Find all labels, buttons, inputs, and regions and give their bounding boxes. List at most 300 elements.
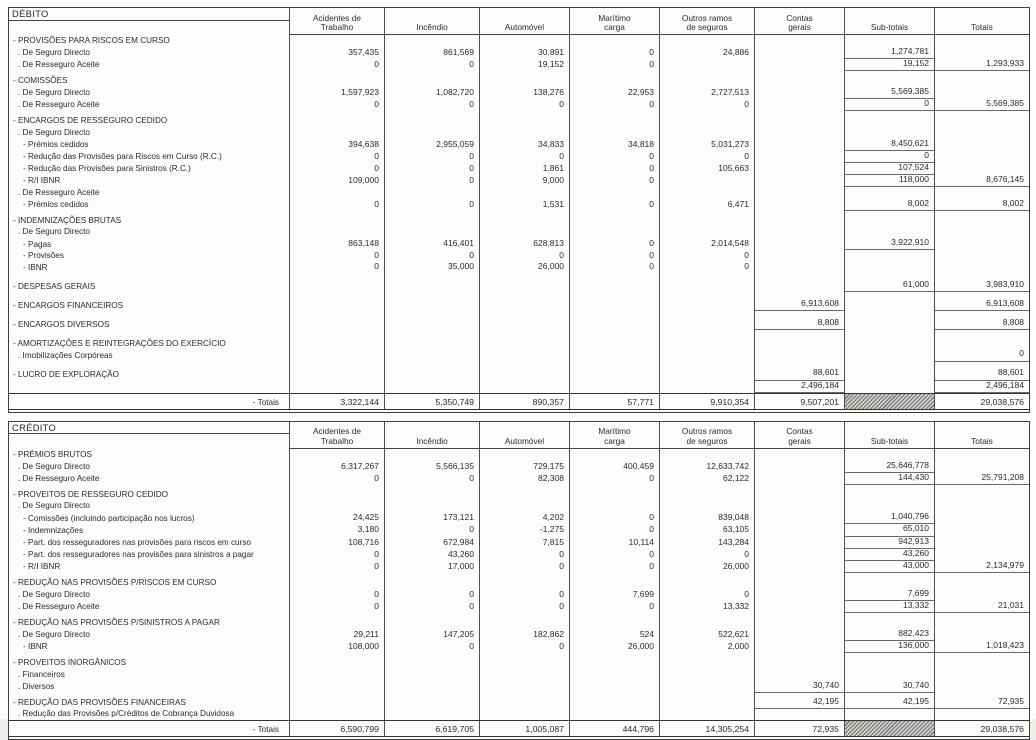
cell-maritimo-carga: 0 bbox=[569, 59, 659, 71]
cell-automovel: 0 bbox=[479, 151, 569, 163]
cell-maritimo-carga bbox=[569, 381, 659, 393]
cell-outros-ramos-de-seguros: 62,122 bbox=[659, 473, 754, 485]
cell-contas-gerais bbox=[754, 47, 844, 59]
cell-maritimo-carga bbox=[569, 71, 659, 87]
cell-sub-totais: 8,450,621 bbox=[844, 139, 934, 151]
cell-incendio: 861,569 bbox=[384, 47, 479, 59]
cell-maritimo-carga: 0 bbox=[569, 512, 659, 524]
cell-incendio bbox=[384, 681, 479, 693]
cell-automovel: 0 bbox=[479, 99, 569, 111]
cell-outros-ramos-de-seguros bbox=[659, 362, 754, 381]
cell-automovel bbox=[479, 127, 569, 139]
cell-sub-totais bbox=[844, 311, 934, 330]
cell-acidentes-de-trabalho: 0 bbox=[289, 250, 384, 262]
cell-sub-totais bbox=[844, 381, 934, 393]
cell-contas-gerais bbox=[754, 349, 844, 361]
cell-maritimo-carga: 0 bbox=[569, 199, 659, 211]
cell-outros-ramos-de-seguros bbox=[659, 709, 754, 721]
cell-sub-totais: 942,913 bbox=[844, 537, 934, 549]
row-label: - REDUÇÃO NAS PROVISÕES P/SINISTROS A PAGAR bbox=[13, 618, 220, 628]
column-header-label bbox=[385, 22, 479, 35]
column-header-automovel bbox=[479, 422, 569, 449]
cell-maritimo-carga bbox=[569, 653, 659, 669]
column-header-acidentes-de-trabalho bbox=[289, 422, 384, 449]
column-header-label bbox=[385, 436, 479, 449]
column-header-line: Totais bbox=[971, 436, 993, 447]
cell-maritimo-carga: 0 bbox=[569, 524, 659, 536]
cell-maritimo-carga: 0 bbox=[569, 473, 659, 485]
row-label: . De Seguro Directo bbox=[18, 227, 90, 237]
cell-acidentes-de-trabalho: 863,148 bbox=[289, 238, 384, 250]
cell-maritimo-carga bbox=[569, 311, 659, 330]
cell-outros-ramos-de-seguros: 63,105 bbox=[659, 524, 754, 536]
column-header-line: Automóvel bbox=[504, 436, 545, 447]
cell-totais bbox=[934, 238, 1029, 250]
row-label: - ENCARGOS DE RESSEGURO CEDIDO bbox=[13, 116, 168, 126]
cell-totais bbox=[934, 71, 1029, 87]
cell-acidentes-de-trabalho bbox=[289, 111, 384, 127]
cell-sub-totais bbox=[844, 721, 934, 736]
row-label: - REDUÇÃO NAS PROVISÕES P/RISCOS EM CURSO bbox=[13, 577, 217, 587]
cell-totais bbox=[934, 449, 1029, 461]
cell-sub-totais bbox=[844, 709, 934, 721]
cell-maritimo-carga: 400,459 bbox=[569, 461, 659, 473]
column-header-contas-gerais bbox=[754, 422, 844, 449]
cell-contas-gerais bbox=[754, 709, 844, 721]
cell-acidentes-de-trabalho bbox=[289, 485, 384, 501]
column-header-line: de seguros bbox=[686, 436, 728, 447]
cell-contas-gerais bbox=[754, 641, 844, 653]
table-row bbox=[9, 227, 1029, 239]
cell-outros-ramos-de-seguros: 522,621 bbox=[659, 629, 754, 641]
cell-totais bbox=[934, 549, 1029, 561]
cell-incendio bbox=[384, 693, 479, 709]
cell-acidentes-de-trabalho bbox=[289, 681, 384, 693]
cell-maritimo-carga bbox=[569, 362, 659, 381]
cell-totais bbox=[934, 262, 1029, 274]
cell-totais: 1,293,933 bbox=[934, 59, 1029, 71]
cell-totais bbox=[934, 35, 1029, 47]
cell-sub-totais bbox=[844, 262, 934, 274]
column-header-line: carga bbox=[604, 436, 625, 447]
cell-maritimo-carga: 444,796 bbox=[569, 721, 659, 736]
cell-contas-gerais bbox=[754, 537, 844, 549]
totals-row bbox=[9, 720, 1029, 737]
cell-sub-totais: 42,195 bbox=[844, 693, 934, 709]
cell-sub-totais bbox=[844, 211, 934, 227]
cell-acidentes-de-trabalho bbox=[289, 669, 384, 681]
cell-automovel bbox=[479, 362, 569, 381]
cell-outros-ramos-de-seguros: 13,332 bbox=[659, 601, 754, 613]
cell-contas-gerais bbox=[754, 238, 844, 250]
cell-automovel: 0 bbox=[479, 589, 569, 601]
table-row bbox=[9, 709, 1029, 721]
column-header-totais bbox=[934, 422, 1029, 449]
cell-automovel bbox=[479, 211, 569, 227]
cell-automovel bbox=[479, 669, 569, 681]
table-row bbox=[9, 537, 1029, 549]
cell-sub-totais: 1,040,796 bbox=[844, 512, 934, 524]
cell-maritimo-carga bbox=[569, 681, 659, 693]
cell-contas-gerais bbox=[754, 187, 844, 199]
cell-automovel bbox=[479, 485, 569, 501]
column-header-outros-ramos-de-seguros bbox=[659, 422, 754, 449]
row-label: . De Seguro Directo bbox=[18, 589, 90, 599]
cell-acidentes-de-trabalho bbox=[289, 573, 384, 589]
cell-outros-ramos-de-seguros: 26,000 bbox=[659, 561, 754, 573]
cell-incendio bbox=[384, 349, 479, 361]
table-row bbox=[9, 127, 1029, 139]
cell-contas-gerais: 88,601 bbox=[754, 362, 844, 381]
cell-automovel bbox=[479, 71, 569, 87]
column-header-line: gerais bbox=[788, 436, 811, 447]
cell-sub-totais bbox=[844, 111, 934, 127]
cell-incendio bbox=[384, 71, 479, 87]
cell-maritimo-carga bbox=[569, 292, 659, 311]
cell-acidentes-de-trabalho bbox=[289, 71, 384, 87]
table-row bbox=[9, 187, 1029, 199]
column-header-line: Trabalho bbox=[320, 22, 354, 33]
cell-automovel bbox=[479, 653, 569, 669]
cell-outros-ramos-de-seguros: 0 bbox=[659, 589, 754, 601]
cell-incendio: 173,121 bbox=[384, 512, 479, 524]
cell-maritimo-carga bbox=[569, 485, 659, 501]
cell-contas-gerais bbox=[754, 653, 844, 669]
table-row bbox=[9, 473, 1029, 485]
cell-outros-ramos-de-seguros: 2,000 bbox=[659, 641, 754, 653]
cell-maritimo-carga bbox=[569, 35, 659, 47]
cell-outros-ramos-de-seguros bbox=[659, 485, 754, 501]
cell-maritimo-carga: 0 bbox=[569, 262, 659, 274]
row-label: . De Seguro Directo bbox=[18, 461, 90, 471]
table-row bbox=[9, 59, 1029, 71]
column-header-line: Outros ramos bbox=[681, 426, 733, 437]
cell-incendio bbox=[384, 573, 479, 589]
cell-maritimo-carga bbox=[569, 573, 659, 589]
cell-sub-totais bbox=[844, 669, 934, 681]
cell-automovel: 729,175 bbox=[479, 461, 569, 473]
table-row bbox=[9, 163, 1029, 175]
table-row bbox=[9, 653, 1029, 669]
cell-contas-gerais bbox=[754, 512, 844, 524]
cell-outros-ramos-de-seguros: 2,727,513 bbox=[659, 87, 754, 99]
cell-automovel: 1,531 bbox=[479, 199, 569, 211]
table-row bbox=[9, 549, 1029, 561]
table-row bbox=[9, 681, 1029, 693]
row-label: . De Resseguro Aceite bbox=[18, 473, 100, 483]
cell-incendio bbox=[384, 709, 479, 721]
cell-contas-gerais: 2,496,184 bbox=[754, 381, 844, 393]
cell-acidentes-de-trabalho bbox=[289, 613, 384, 629]
cell-totais bbox=[934, 250, 1029, 262]
cell-contas-gerais bbox=[754, 461, 844, 473]
cell-outros-ramos-de-seguros: 0 bbox=[659, 262, 754, 274]
table-title-cell bbox=[9, 8, 289, 35]
cell-contas-gerais bbox=[754, 561, 844, 573]
cell-sub-totais bbox=[844, 573, 934, 589]
cell-automovel bbox=[479, 330, 569, 349]
cell-sub-totais: 0 bbox=[844, 151, 934, 163]
column-header-line: Marítimo bbox=[598, 12, 631, 23]
table-row bbox=[9, 151, 1029, 163]
cell-maritimo-carga bbox=[569, 227, 659, 239]
cell-incendio bbox=[384, 292, 479, 311]
cell-sub-totais: 107,524 bbox=[844, 163, 934, 175]
cell-contas-gerais bbox=[754, 35, 844, 47]
cell-acidentes-de-trabalho: 0 bbox=[289, 99, 384, 111]
row-label: - PROVISÕES PARA RISCOS EM CURSO bbox=[13, 36, 170, 46]
cell-acidentes-de-trabalho: 1,597,923 bbox=[289, 87, 384, 99]
cell-automovel: 1,861 bbox=[479, 163, 569, 175]
cell-totais: 29,038,576 bbox=[934, 721, 1029, 736]
row-label: - AMORTIZAÇÕES E REINTEGRAÇÕES DO EXERCÍCIO bbox=[13, 338, 226, 348]
cell-incendio bbox=[384, 127, 479, 139]
cell-acidentes-de-trabalho bbox=[289, 362, 384, 381]
cell-maritimo-carga: 0 bbox=[569, 561, 659, 573]
cell-sub-totais bbox=[844, 250, 934, 262]
cell-acidentes-de-trabalho bbox=[289, 187, 384, 199]
cell-acidentes-de-trabalho: 29,211 bbox=[289, 629, 384, 641]
column-header-label bbox=[845, 436, 934, 449]
cell-automovel: 7,815 bbox=[479, 537, 569, 549]
cell-contas-gerais bbox=[754, 262, 844, 274]
cell-automovel: 0 bbox=[479, 641, 569, 653]
cell-automovel: 0 bbox=[479, 601, 569, 613]
row-label: - Redução das Provisões para Riscos em Curso (R.C.) bbox=[23, 152, 222, 162]
cell-maritimo-carga bbox=[569, 187, 659, 199]
cell-sub-totais: 65,010 bbox=[844, 524, 934, 536]
cell-automovel bbox=[479, 501, 569, 513]
row-label: . De Seguro Directo bbox=[18, 48, 90, 58]
cell-outros-ramos-de-seguros bbox=[659, 127, 754, 139]
credito-table bbox=[8, 421, 1030, 740]
column-header-contas-gerais bbox=[754, 8, 844, 35]
cell-acidentes-de-trabalho bbox=[289, 127, 384, 139]
cell-totais bbox=[934, 151, 1029, 163]
row-label: - ENCARGOS DIVERSOS bbox=[13, 319, 110, 329]
cell-sub-totais bbox=[844, 71, 934, 87]
cell-totais bbox=[934, 139, 1029, 151]
table-row bbox=[9, 573, 1029, 589]
cell-contas-gerais bbox=[754, 330, 844, 349]
cell-outros-ramos-de-seguros bbox=[659, 111, 754, 127]
cell-sub-totais: 0 bbox=[844, 99, 934, 111]
column-header-outros-ramos-de-seguros bbox=[659, 8, 754, 35]
cell-acidentes-de-trabalho: 0 bbox=[289, 589, 384, 601]
cell-totais bbox=[934, 501, 1029, 513]
cell-acidentes-de-trabalho: 6,590,799 bbox=[289, 721, 384, 736]
row-label: - R/I IBNR bbox=[23, 561, 61, 571]
cell-incendio bbox=[384, 449, 479, 461]
table-row bbox=[9, 111, 1029, 127]
column-header-label bbox=[660, 13, 754, 35]
cell-incendio: 17,000 bbox=[384, 561, 479, 573]
cell-incendio: 147,205 bbox=[384, 629, 479, 641]
cell-acidentes-de-trabalho bbox=[289, 693, 384, 709]
cell-incendio bbox=[384, 653, 479, 669]
cell-outros-ramos-de-seguros bbox=[659, 613, 754, 629]
row-label: - ENCARGOS FINANCEIROS bbox=[13, 300, 124, 310]
cell-automovel bbox=[479, 227, 569, 239]
table-row bbox=[9, 211, 1029, 227]
cell-acidentes-de-trabalho bbox=[289, 292, 384, 311]
cell-totais bbox=[934, 653, 1029, 669]
cell-automovel: 82,308 bbox=[479, 473, 569, 485]
cell-contas-gerais bbox=[754, 589, 844, 601]
cell-automovel bbox=[479, 613, 569, 629]
cell-outros-ramos-de-seguros bbox=[659, 273, 754, 292]
cell-acidentes-de-trabalho: 108,716 bbox=[289, 537, 384, 549]
table-row bbox=[9, 669, 1029, 681]
cell-maritimo-carga: 22,953 bbox=[569, 87, 659, 99]
cell-incendio: 0 bbox=[384, 250, 479, 262]
cell-contas-gerais bbox=[754, 139, 844, 151]
cell-totais: 8,676,145 bbox=[934, 175, 1029, 187]
cell-contas-gerais: 42,195 bbox=[754, 693, 844, 709]
cell-incendio bbox=[384, 273, 479, 292]
cell-acidentes-de-trabalho: 3,180 bbox=[289, 524, 384, 536]
cell-maritimo-carga: 0 bbox=[569, 99, 659, 111]
cell-acidentes-de-trabalho: 357,435 bbox=[289, 47, 384, 59]
cell-incendio: 0 bbox=[384, 175, 479, 187]
table-row bbox=[9, 601, 1029, 613]
cell-maritimo-carga: 26,000 bbox=[569, 641, 659, 653]
row-label: - Indemnizações bbox=[23, 525, 84, 535]
column-header-line: Contas bbox=[786, 426, 813, 437]
column-header-label bbox=[570, 13, 659, 35]
cell-acidentes-de-trabalho: 0 bbox=[289, 549, 384, 561]
cell-outros-ramos-de-seguros bbox=[659, 681, 754, 693]
cell-totais: 72,935 bbox=[934, 693, 1029, 709]
cell-automovel: 30,891 bbox=[479, 47, 569, 59]
row-label: - Pagas bbox=[23, 239, 52, 249]
column-header-line: carga bbox=[604, 22, 625, 33]
cell-incendio bbox=[384, 501, 479, 513]
cell-contas-gerais: 72,935 bbox=[754, 721, 844, 736]
row-label: . De Seguro Directo bbox=[18, 630, 90, 640]
cell-outros-ramos-de-seguros: 12,633,742 bbox=[659, 461, 754, 473]
cell-totais: 88,601 bbox=[934, 362, 1029, 381]
cell-sub-totais: 7,699 bbox=[844, 589, 934, 601]
cell-totais: 25,791,208 bbox=[934, 473, 1029, 485]
column-header-line: Outros ramos bbox=[681, 12, 733, 23]
cell-acidentes-de-trabalho: 0 bbox=[289, 59, 384, 71]
table-header-row bbox=[9, 422, 1029, 449]
cell-incendio bbox=[384, 187, 479, 199]
row-label: . De Resseguro Aceite bbox=[18, 602, 100, 612]
column-header-maritimo-carga bbox=[569, 8, 659, 35]
row-label: - Prémios cedidos bbox=[23, 140, 89, 150]
cell-automovel bbox=[479, 273, 569, 292]
row-label: - Prémios cedidos bbox=[23, 199, 89, 209]
row-label: - PROVEITOS DE RESSEGURO CEDIDO bbox=[13, 489, 168, 499]
cell-incendio: 0 bbox=[384, 473, 479, 485]
cell-maritimo-carga: 0 bbox=[569, 238, 659, 250]
cell-acidentes-de-trabalho: 0 bbox=[289, 163, 384, 175]
cell-contas-gerais bbox=[754, 549, 844, 561]
table-row bbox=[9, 35, 1029, 47]
cell-contas-gerais bbox=[754, 250, 844, 262]
cell-sub-totais: 61,000 bbox=[844, 273, 934, 292]
cell-totais bbox=[934, 111, 1029, 127]
cell-contas-gerais bbox=[754, 175, 844, 187]
cell-outros-ramos-de-seguros: 143,284 bbox=[659, 537, 754, 549]
row-label: . Imobilizações Corpóreas bbox=[18, 350, 113, 360]
table-row bbox=[9, 449, 1029, 461]
cell-incendio bbox=[384, 669, 479, 681]
cell-sub-totais: 25,646,778 bbox=[844, 461, 934, 473]
cell-maritimo-carga bbox=[569, 709, 659, 721]
cell-outros-ramos-de-seguros bbox=[659, 653, 754, 669]
table-row bbox=[9, 693, 1029, 709]
cell-acidentes-de-trabalho bbox=[289, 653, 384, 669]
cell-contas-gerais bbox=[754, 71, 844, 87]
cell-totais bbox=[934, 681, 1029, 693]
row-label: . De Resseguro Aceite bbox=[18, 100, 100, 110]
cell-contas-gerais bbox=[754, 199, 844, 211]
cell-outros-ramos-de-seguros: 24,886 bbox=[659, 47, 754, 59]
row-label: - LUCRO DE EXPLORAÇÃO bbox=[13, 369, 120, 379]
cell-maritimo-carga: 0 bbox=[569, 47, 659, 59]
cell-acidentes-de-trabalho: 0 bbox=[289, 473, 384, 485]
cell-incendio: 0 bbox=[384, 641, 479, 653]
cell-contas-gerais bbox=[754, 59, 844, 71]
row-label: . De Resseguro Aceite bbox=[18, 60, 100, 70]
cell-incendio: 0 bbox=[384, 589, 479, 601]
cell-maritimo-carga bbox=[569, 127, 659, 139]
row-label: - Totais bbox=[252, 725, 279, 735]
cell-maritimo-carga bbox=[569, 501, 659, 513]
cell-acidentes-de-trabalho: 0 bbox=[289, 199, 384, 211]
cell-maritimo-carga bbox=[569, 613, 659, 629]
cell-maritimo-carga bbox=[569, 693, 659, 709]
cell-acidentes-de-trabalho: 0 bbox=[289, 601, 384, 613]
cell-outros-ramos-de-seguros bbox=[659, 175, 754, 187]
cell-outros-ramos-de-seguros bbox=[659, 187, 754, 199]
column-header-label bbox=[480, 22, 569, 35]
table-row bbox=[9, 561, 1029, 573]
cell-acidentes-de-trabalho bbox=[289, 449, 384, 461]
cell-outros-ramos-de-seguros: 0 bbox=[659, 99, 754, 111]
cell-automovel bbox=[479, 449, 569, 461]
row-label: - Totais bbox=[252, 397, 279, 407]
table-row bbox=[9, 485, 1029, 501]
column-header-label bbox=[935, 436, 1029, 449]
cell-automovel: 890,357 bbox=[479, 394, 569, 409]
column-header-label bbox=[755, 13, 844, 35]
cell-incendio: 6,619,705 bbox=[384, 721, 479, 736]
cell-incendio bbox=[384, 613, 479, 629]
cell-incendio: 5,566,135 bbox=[384, 461, 479, 473]
row-label: - Provisões bbox=[23, 251, 64, 261]
cell-automovel: 1,005,087 bbox=[479, 721, 569, 736]
cell-incendio: 672,984 bbox=[384, 537, 479, 549]
column-header-line: Trabalho bbox=[320, 436, 354, 447]
cell-contas-gerais bbox=[754, 111, 844, 127]
cell-acidentes-de-trabalho bbox=[289, 211, 384, 227]
cell-maritimo-carga bbox=[569, 111, 659, 127]
table-title-cell bbox=[9, 422, 289, 449]
cell-incendio bbox=[384, 485, 479, 501]
cell-sub-totais bbox=[844, 653, 934, 669]
cell-outros-ramos-de-seguros bbox=[659, 35, 754, 47]
cell-sub-totais: 43,260 bbox=[844, 549, 934, 561]
cell-maritimo-carga: 0 bbox=[569, 163, 659, 175]
column-header-line: Acidentes de bbox=[313, 12, 361, 23]
table-row bbox=[9, 589, 1029, 601]
cell-sub-totais bbox=[844, 485, 934, 501]
row-label: . De Resseguro Aceite bbox=[18, 187, 100, 197]
